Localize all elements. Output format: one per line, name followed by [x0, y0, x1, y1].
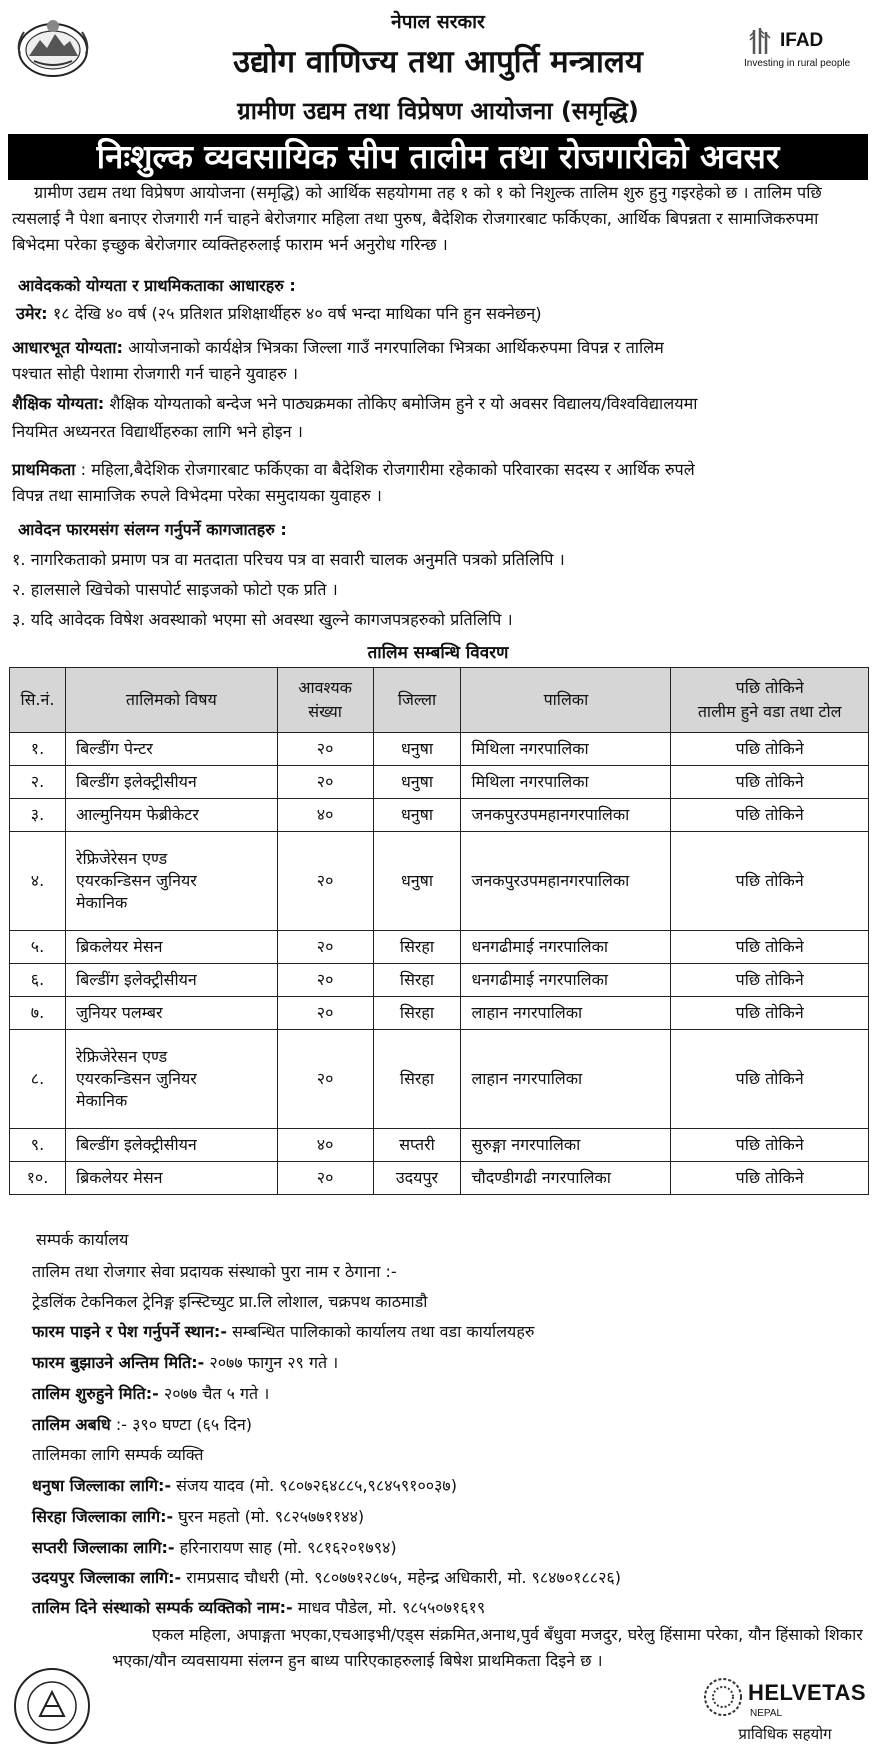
duration-label: तालिम अबधि [32, 1415, 111, 1434]
deadline-line [32, 1351, 338, 1373]
cell-ward: पछि तोकिने [671, 799, 869, 832]
age-text: १८ देखि ४० वर्ष (२५ प्रतिशत प्रशिक्षार्थीहरु ४० वर्ष भन्दा माथिका पनि हुन सक्नेछन्) [52, 304, 542, 323]
col-header-ward [671, 668, 869, 733]
duration-line [32, 1413, 252, 1435]
cell-sn: ३. [10, 799, 66, 832]
deadline-value: २०७७ फागुन २९ गते । [204, 1353, 339, 1372]
ifad-logo [744, 24, 868, 72]
cell-municipality: लाहान नगरपालिका [461, 997, 671, 1030]
cell-district: सिरहा [373, 997, 461, 1030]
cell-district: धनुषा [373, 733, 461, 766]
cell-count: ४० [277, 799, 373, 832]
cell-sn: २. [10, 766, 66, 799]
project-title: ग्रामीण उद्यम तथा विप्रेषण आयोजना (समृद्धि) [237, 97, 639, 125]
cell-subject-line-2: एयरकन्डिसन जुनियर [75, 871, 197, 890]
start-date-line [32, 1382, 269, 1404]
priority-text: : महिला,बैदेशिक रोजगारबाट फर्किएका वा बैदेशिक रोजगारीमा रहेकाको परिवारका सदस्य र आर्थिक रुपले [80, 460, 695, 479]
age-label: उमेर: [16, 304, 48, 323]
basic-qualification-line-1 [12, 336, 664, 358]
table-row [10, 766, 869, 799]
cell-count: २० [277, 832, 373, 931]
cell-district: सिरहा [373, 931, 461, 964]
table-row [10, 931, 869, 964]
cell-subject: बिल्डींग इलेक्ट्रीसीयन [65, 964, 277, 997]
col-header-ward-line-2: तालीम हुने वडा तथा टोल [697, 702, 842, 721]
priority-line-1 [12, 458, 695, 480]
cell-subject: बिल्डींग पेन्टर [65, 733, 277, 766]
cell-subject: ब्रिकलेयर मेसन [65, 931, 277, 964]
cell-subject-line-2: एयरकन्डिसन जुनियर [75, 1069, 197, 1088]
cell-municipality: धनगढीमाई नगरपालिका [461, 964, 671, 997]
helvetas-country: NEPAL [750, 1708, 783, 1719]
start-date-value: २०७७ चैत ५ गते । [158, 1384, 270, 1403]
headline-banner: निःशुल्क व्यवसायिक सीप तालीम तथा रोजगारीको अवसर [8, 134, 868, 180]
cell-municipality: चौदण्डीगढी नगरपालिका [461, 1162, 671, 1195]
table-caption: तालिम सम्बन्धि विवरण [367, 643, 509, 663]
cell-subject-line-1: रेफ्रिजेरेसन एण्ड [75, 1047, 168, 1066]
helvetas-wordmark: HELVETAS [748, 1680, 867, 1705]
cell-municipality: लाहान नगरपालिका [461, 1030, 671, 1129]
dhanusha-label: धनुषा जिल्लाका लागि:- [32, 1476, 172, 1495]
institute-label: तालिम दिने संस्थाको सम्पर्क व्यक्तिको नाम:- [32, 1598, 293, 1617]
cell-ward: पछि तोकिने [671, 931, 869, 964]
documents-heading: आवेदन फारमसंग संलग्न गर्नुपर्ने कागजातहरु : [18, 520, 287, 539]
contact-person-heading: तालिमका लागि सम्पर्क व्यक्ति [32, 1445, 204, 1464]
col-header-ward-line-1: पछि तोकिने [735, 678, 804, 697]
cell-subject: जुनियर पलम्बर [65, 997, 277, 1030]
cell-subject [65, 1030, 277, 1129]
globe-icon [702, 1676, 744, 1718]
cell-subject-line-3: मेकानिक [75, 893, 128, 912]
cell-subject-line-1: रेफ्रिजेरेसन एण्ड [75, 849, 168, 868]
priority-footer-note: एकल महिला, अपाङ्गता भएका,एचआइभी/एड्स संक्रमित,अनाथ,पुर्व बँधुवा मजदुर, घरेलु हिंसामा परेका, यौन हिंसाको शिकार भएका/यौन व्यवसायमा संलग्न हुन बाध्य पारिएकाहरुलाई बिषेश प्राथमिकता दिइने छ । [112, 1625, 863, 1670]
table-row [10, 832, 869, 931]
basic-qualification-label: आधारभूत योग्यता: [12, 338, 123, 357]
saptari-label: सप्तरी जिल्लाका लागि:- [32, 1538, 175, 1557]
cell-subject: बिल्डींग इलेक्ट्रीसीयन [65, 766, 277, 799]
education-line-2: नियमित अध्यनरत विद्यार्थीहरुका लागि भने होइन । [12, 422, 303, 441]
cell-subject: आल्मुनियम फेब्रीकेटर [65, 799, 277, 832]
cell-municipality: जनकपुरउपमहानगरपालिका [461, 832, 671, 931]
basic-qualification-text: आयोजनाको कार्यक्षेत्र भित्रका जिल्ला गाउँ नगरपालिका भित्रका आर्थिकरुपमा विपन्न र तालिम [128, 338, 664, 357]
cell-municipality: मिथिला नगरपालिका [461, 766, 671, 799]
cell-sn: ५. [10, 931, 66, 964]
cell-district: धनुषा [373, 766, 461, 799]
education-label: शैक्षिक योग्यता: [12, 394, 105, 413]
saptari-value: हरिनारायण साह (मो. ९८१६२०१७९४) [174, 1538, 397, 1557]
education-line-1 [12, 392, 697, 414]
table-header-row [10, 668, 869, 733]
helvetas-logo [700, 1676, 870, 1746]
cell-district: उदयपुर [373, 1162, 461, 1195]
cell-count: २० [277, 964, 373, 997]
ifad-wordmark: IFAD [780, 30, 824, 51]
cell-ward: पछि तोकिने [671, 733, 869, 766]
cell-sn: ९. [10, 1129, 66, 1162]
siraha-value: घुरन महतो (मो. ९८२५७७११४४) [173, 1507, 365, 1526]
cell-ward: पछि तोकिने [671, 1030, 869, 1129]
eligibility-heading: आवेदकको योग्यता र प्राथमिकताका आधारहरु : [18, 276, 296, 295]
cell-ward: पछि तोकिने [671, 964, 869, 997]
institute-value: माधव पौडेल, मो. ९८५५०७१६१९ [292, 1598, 486, 1617]
cell-sn: ६. [10, 964, 66, 997]
col-header-municipality: पालिका [461, 668, 671, 733]
training-details-table [9, 667, 869, 1195]
priority-label: प्राथमिकता [12, 460, 76, 479]
basic-qualification-line-2: पश्चात सोही पेशामा रोजगारी गर्न चाहने युवाहरु । [12, 364, 299, 383]
table-row [10, 964, 869, 997]
cell-subject: बिल्डींग इलेक्ट्रीसीयन [65, 1129, 277, 1162]
cell-sn: ७. [10, 997, 66, 1030]
cell-ward: पछि तोकिने [671, 1129, 869, 1162]
cell-ward: पछि तोकिने [671, 766, 869, 799]
table-row [10, 1129, 869, 1162]
cell-municipality: सुरुङ्गा नगरपालिका [461, 1129, 671, 1162]
cell-district: धनुषा [373, 799, 461, 832]
cell-ward: पछि तोकिने [671, 1162, 869, 1195]
siraha-contact [32, 1505, 364, 1527]
cell-ward: पछि तोकिने [671, 997, 869, 1030]
cell-subject: ब्रिकलेयर मेसन [65, 1162, 277, 1195]
age-line [16, 302, 542, 324]
institute-contact [32, 1596, 485, 1618]
cell-count: २० [277, 1030, 373, 1129]
ministry-title: उद्योग वाणिज्य तथा आपुर्ति मन्त्रालय [233, 44, 643, 80]
cell-count: २० [277, 733, 373, 766]
tradelink-seal-icon [12, 1666, 92, 1746]
document-item: १. नागरिकताको प्रमाण पत्र वा मतदाता परिचय पत्र वा सवारी चालक अनुमति पत्रको प्रतिलिपि । [12, 550, 565, 569]
cell-district: सप्तरी [373, 1129, 461, 1162]
cell-count: २० [277, 1162, 373, 1195]
duration-value: :- ३९० घण्टा (६५ दिन) [110, 1415, 253, 1434]
document-item: २. हालसाले खिचेको पासपोर्ट साइजको फोटो एक प्रति । [12, 580, 338, 599]
government-title: नेपाल सरकार [391, 11, 485, 33]
col-header-required [277, 668, 373, 733]
cell-municipality: मिथिला नगरपालिका [461, 733, 671, 766]
start-date-label: तालिम शुरुहुने मिति:- [32, 1384, 159, 1403]
dhanusha-value: संजय यादव (मो. ९८०७२६४८८५,९८४५९१००३७) [171, 1476, 457, 1495]
cell-municipality: धनगढीमाई नगरपालिका [461, 931, 671, 964]
udayapur-value: रामप्रसाद चौधरी (मो. ९८०७७१२८७५, महेन्द्र अधिकारी, मो. ९८४७०१८८२६) [181, 1568, 621, 1587]
table-row [10, 733, 869, 766]
col-header-required-line-1: आवश्यक [298, 678, 352, 697]
cell-sn: १०. [10, 1162, 66, 1195]
cell-count: ४० [277, 1129, 373, 1162]
education-text: शैक्षिक योग्यताको बन्देज भने पाठ्यक्रमका तोकिए बमोजिम हुने र यो अवसर विद्यालय/विश्वविद्यालयमा [109, 394, 698, 413]
technical-support-label: प्राविधिक सहयोग [738, 1725, 832, 1743]
dhanusha-contact [32, 1474, 457, 1496]
table-row [10, 799, 869, 832]
col-header-subject: तालिमको विषय [65, 668, 277, 733]
cell-subject [65, 832, 277, 931]
intro-paragraph: ग्रामीण उद्यम तथा विप्रेषण आयोजना (समृद्धि) को आर्थिक सहयोगमा तह १ को १ को निशुल्क तालिम शुरु हुनु गइरहेको छ । तालिम पछि त्यसलाई नै पेशा बनाएर रोजगारी गर्न चाहने बेरोजगार महिला तथा पुरुष, बैदेशिक रोजगारबाट फर्किएका, आर्थिक बिपन्नता र सामाजिकरुपमा बिभेदमा परेका इच्छुक बेरोजगार व्यक्तिहरुलाई फाराम भर्न अनुरोध गरिन्छ । [12, 183, 822, 254]
cell-district: सिरहा [373, 1030, 461, 1129]
deadline-label: फारम बुझाउने अन्तिम मिति:- [32, 1353, 205, 1372]
col-header-district: जिल्ला [373, 668, 461, 733]
cell-sn: ४. [10, 832, 66, 931]
table-row [10, 1030, 869, 1129]
udayapur-contact [32, 1566, 621, 1588]
cell-count: २० [277, 997, 373, 1030]
cell-sn: ८. [10, 1030, 66, 1129]
cell-count: २० [277, 766, 373, 799]
col-header-sn: सि.नं. [10, 668, 66, 733]
form-place-line [32, 1320, 534, 1342]
udayapur-label: उदयपुर जिल्लाका लागि:- [32, 1568, 182, 1587]
form-place-value: सम्बन्धित पालिकाको कार्यालय तथा वडा कार्यालयहरु [226, 1322, 535, 1341]
wheat-icon [746, 26, 778, 56]
cell-district: सिरहा [373, 964, 461, 997]
cell-district: धनुषा [373, 832, 461, 931]
document-item: ३. यदि आवेदक विषेश अवस्थाको भएमा सो अवस्था खुल्ने कागजपत्रहरुको प्रतिलिपि । [12, 610, 513, 629]
siraha-label: सिरहा जिल्लाका लागि:- [32, 1507, 174, 1526]
priority-line-2: विपन्न तथा सामाजिक रुपले विभेदमा परेका समुदायका युवाहरु । [12, 486, 382, 505]
contact-office-heading: सम्पर्क कार्यालय [36, 1230, 129, 1249]
ifad-tagline: Investing in rural people [744, 58, 851, 69]
saptari-contact [32, 1536, 397, 1558]
table-row [10, 997, 869, 1030]
col-header-required-line-2: संख्या [308, 702, 342, 721]
cell-subject-line-3: मेकानिक [75, 1091, 128, 1110]
table-row [10, 1162, 869, 1195]
cell-sn: १. [10, 733, 66, 766]
cell-ward: पछि तोकिने [671, 832, 869, 931]
provider-name: ट्रेडलिंक टेकनिकल ट्रेनिङ्ग इन्स्टिच्युट प्रा.लि लोशाल, चक्रपथ काठमाडौ [32, 1292, 428, 1311]
cell-count: २० [277, 931, 373, 964]
cell-municipality: जनकपुरउपमहानगरपालिका [461, 799, 671, 832]
form-place-label: फारम पाइने र पेश गर्नुपर्ने स्थान:- [32, 1322, 227, 1341]
provider-label: तालिम तथा रोजगार सेवा प्रदायक संस्थाको पुरा नाम र ठेगाना :- [32, 1262, 397, 1281]
